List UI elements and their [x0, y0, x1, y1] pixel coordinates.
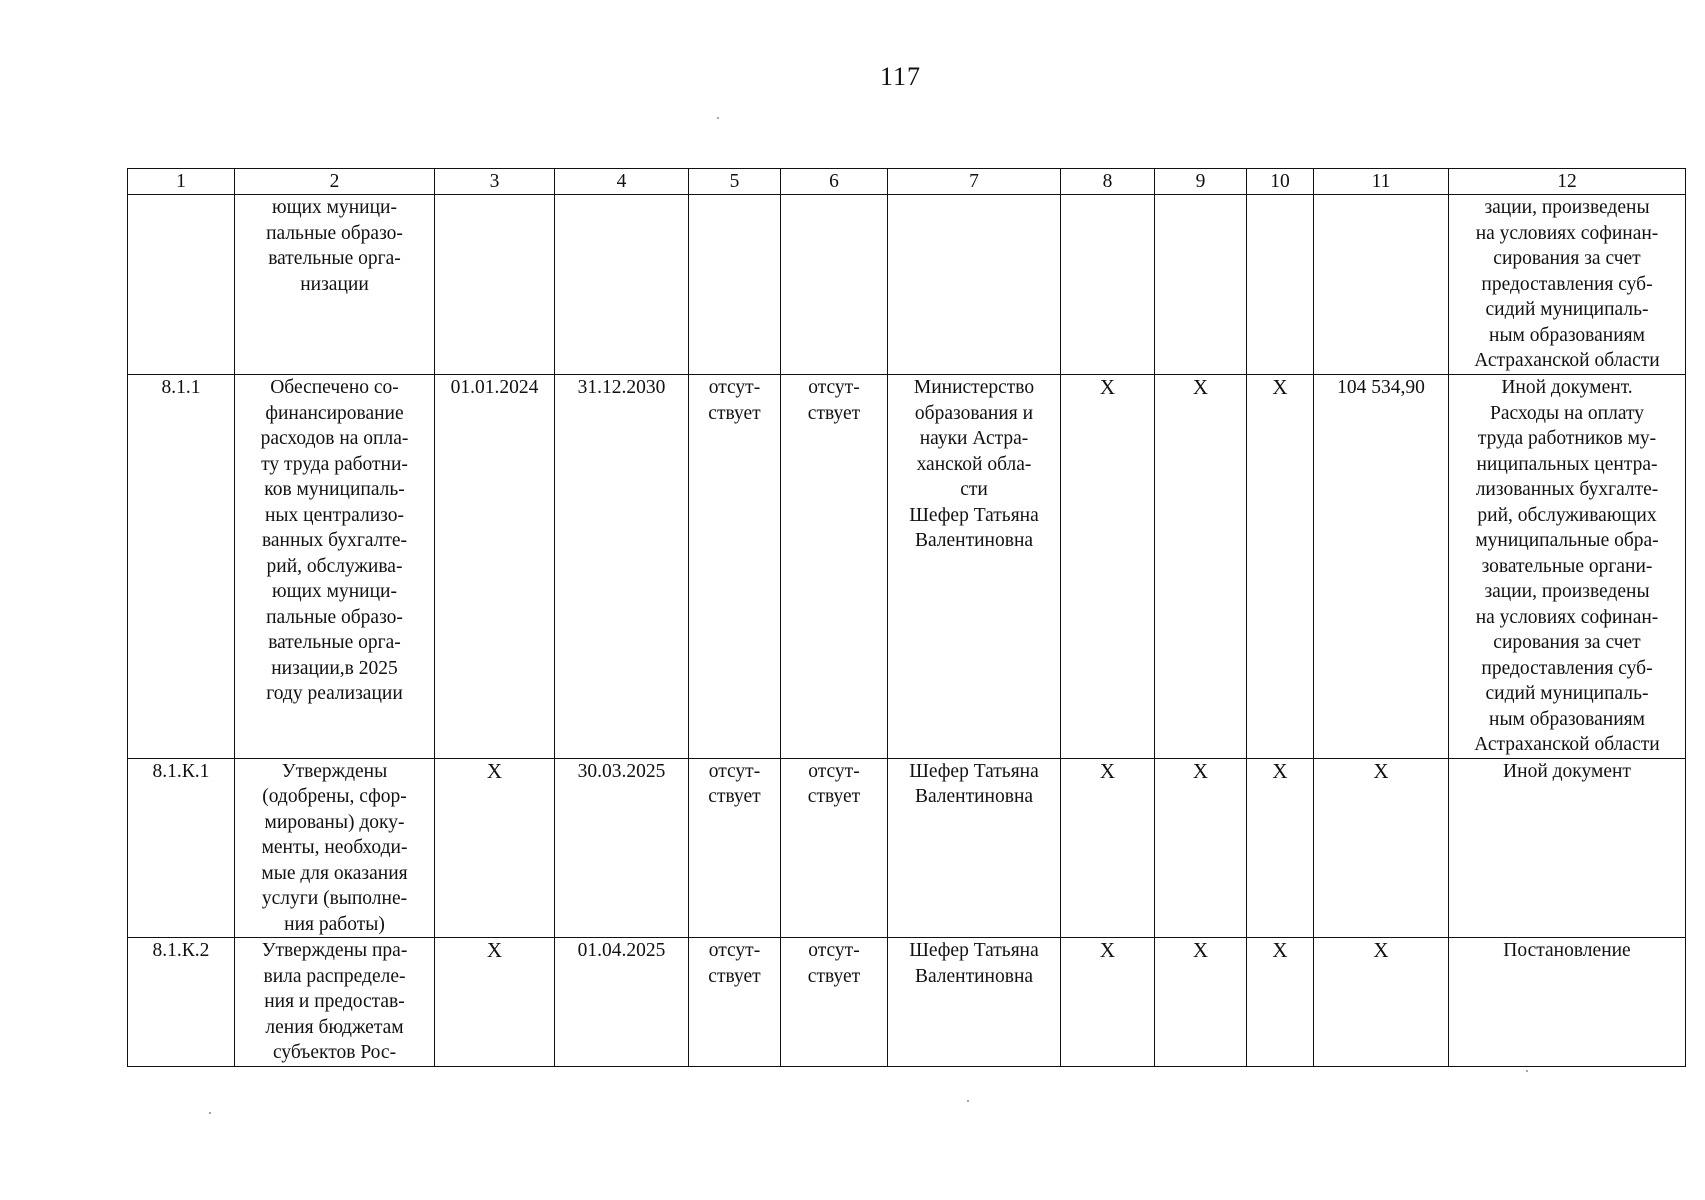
cell-start-date: X: [435, 758, 555, 938]
cell-responsible: [888, 195, 1061, 375]
cell-responsible: Шефер Татьяна Валентиновна: [888, 938, 1061, 1067]
cell-description: ющих муници- пальные образо- вательные орга- низации: [235, 195, 435, 375]
cell-col6: отсут- ствует: [781, 375, 888, 759]
cell-end-date: 01.04.2025: [555, 938, 689, 1067]
cell-number: 8.1.К.1: [128, 758, 235, 938]
cell-col8: X: [1061, 758, 1155, 938]
table-row-8-1-1: [128, 375, 1686, 759]
cell-document: Иной документ. Расходы на оплату труда работников му- ниципальных центра- лизованных бухгалте- рий, обслуживающих муниципальные обра- зовательные органи- зации, произведены на условиях софинан- сирования за счет предоставления суб- сидий муниципаль- ным образованиям Астраханской области: [1449, 375, 1686, 759]
cell-amount: X: [1314, 938, 1449, 1067]
cell-start-date: X: [435, 938, 555, 1067]
cell-col5: отсут- ствует: [689, 758, 781, 938]
cell-col9: X: [1155, 375, 1247, 759]
column-header-4: 4: [555, 169, 689, 195]
cell-col9: X: [1155, 758, 1247, 938]
cell-description: Утверждены пра- вила распределе- ния и предостав- ления бюджетам субъектов Рос-: [235, 938, 435, 1067]
cell-document: зации, произведены на условиях софинан- сирования за счет предоставления суб- сидий муниципаль- ным образованиям Астраханской области: [1449, 195, 1686, 375]
cell-col5: отсут- ствует: [689, 375, 781, 759]
cell-col9: [1155, 195, 1247, 375]
cell-col6: отсут- ствует: [781, 758, 888, 938]
column-header-2: 2: [235, 169, 435, 195]
cell-amount: X: [1314, 758, 1449, 938]
cell-number: 8.1.К.2: [128, 938, 235, 1067]
cell-col10: X: [1247, 375, 1314, 759]
cell-description: Обеспечено со- финансирование расходов на опла- ту труда работни- ков муниципаль- ных централизо- ванных бухгалте- рий, обслужива- ющих муници- пальные образо- вательные орга- низации,в 2025 году реализации: [235, 375, 435, 759]
cell-document: Постановление: [1449, 938, 1686, 1067]
cell-col10: X: [1247, 758, 1314, 938]
cell-col10: X: [1247, 938, 1314, 1067]
cell-col8: X: [1061, 375, 1155, 759]
cell-col5: отсут- ствует: [689, 938, 781, 1067]
cell-col9: X: [1155, 938, 1247, 1067]
column-header-10: 10: [1247, 169, 1314, 195]
cell-col6: [781, 195, 888, 375]
page-number: 117: [880, 62, 922, 91]
column-header-11: 11: [1314, 169, 1449, 195]
cell-amount: [1314, 195, 1449, 375]
cell-col6: отсут- ствует: [781, 938, 888, 1067]
cell-number: [128, 195, 235, 375]
column-header-8: 8: [1061, 169, 1155, 195]
cell-col5: [689, 195, 781, 375]
cell-description: Утверждены (одобрены, сфор- мированы) доку- менты, необходи- мые для оказания услуги (выполне- ния работы): [235, 758, 435, 938]
document-table: [127, 168, 1686, 1067]
column-header-7: 7: [888, 169, 1061, 195]
cell-amount: 104 534,90: [1314, 375, 1449, 759]
cell-col8: X: [1061, 938, 1155, 1067]
cell-responsible: Министерство образования и науки Астра- ханской обла- сти Шефер Татьяна Валентиновна: [888, 375, 1061, 759]
column-header-9: 9: [1155, 169, 1247, 195]
cell-end-date: 30.03.2025: [555, 758, 689, 938]
cell-end-date: 31.12.2030: [555, 375, 689, 759]
table-row-8-1-k-1: [128, 758, 1686, 938]
cell-number: 8.1.1: [128, 375, 235, 759]
cell-responsible: Шефер Татьяна Валентиновна: [888, 758, 1061, 938]
column-header-12: 12: [1449, 169, 1686, 195]
column-header-3: 3: [435, 169, 555, 195]
cell-start-date: [435, 195, 555, 375]
cell-col8: [1061, 195, 1155, 375]
cell-document: Иной документ: [1449, 758, 1686, 938]
cell-start-date: 01.01.2024: [435, 375, 555, 759]
column-header-6: 6: [781, 169, 888, 195]
column-header-5: 5: [689, 169, 781, 195]
table-row-8-1-k-2: [128, 938, 1686, 1067]
column-header-1: 1: [128, 169, 235, 195]
table-row-continuation: [128, 195, 1686, 375]
cell-end-date: [555, 195, 689, 375]
cell-col10: [1247, 195, 1314, 375]
column-number-header-row: [128, 169, 1686, 195]
